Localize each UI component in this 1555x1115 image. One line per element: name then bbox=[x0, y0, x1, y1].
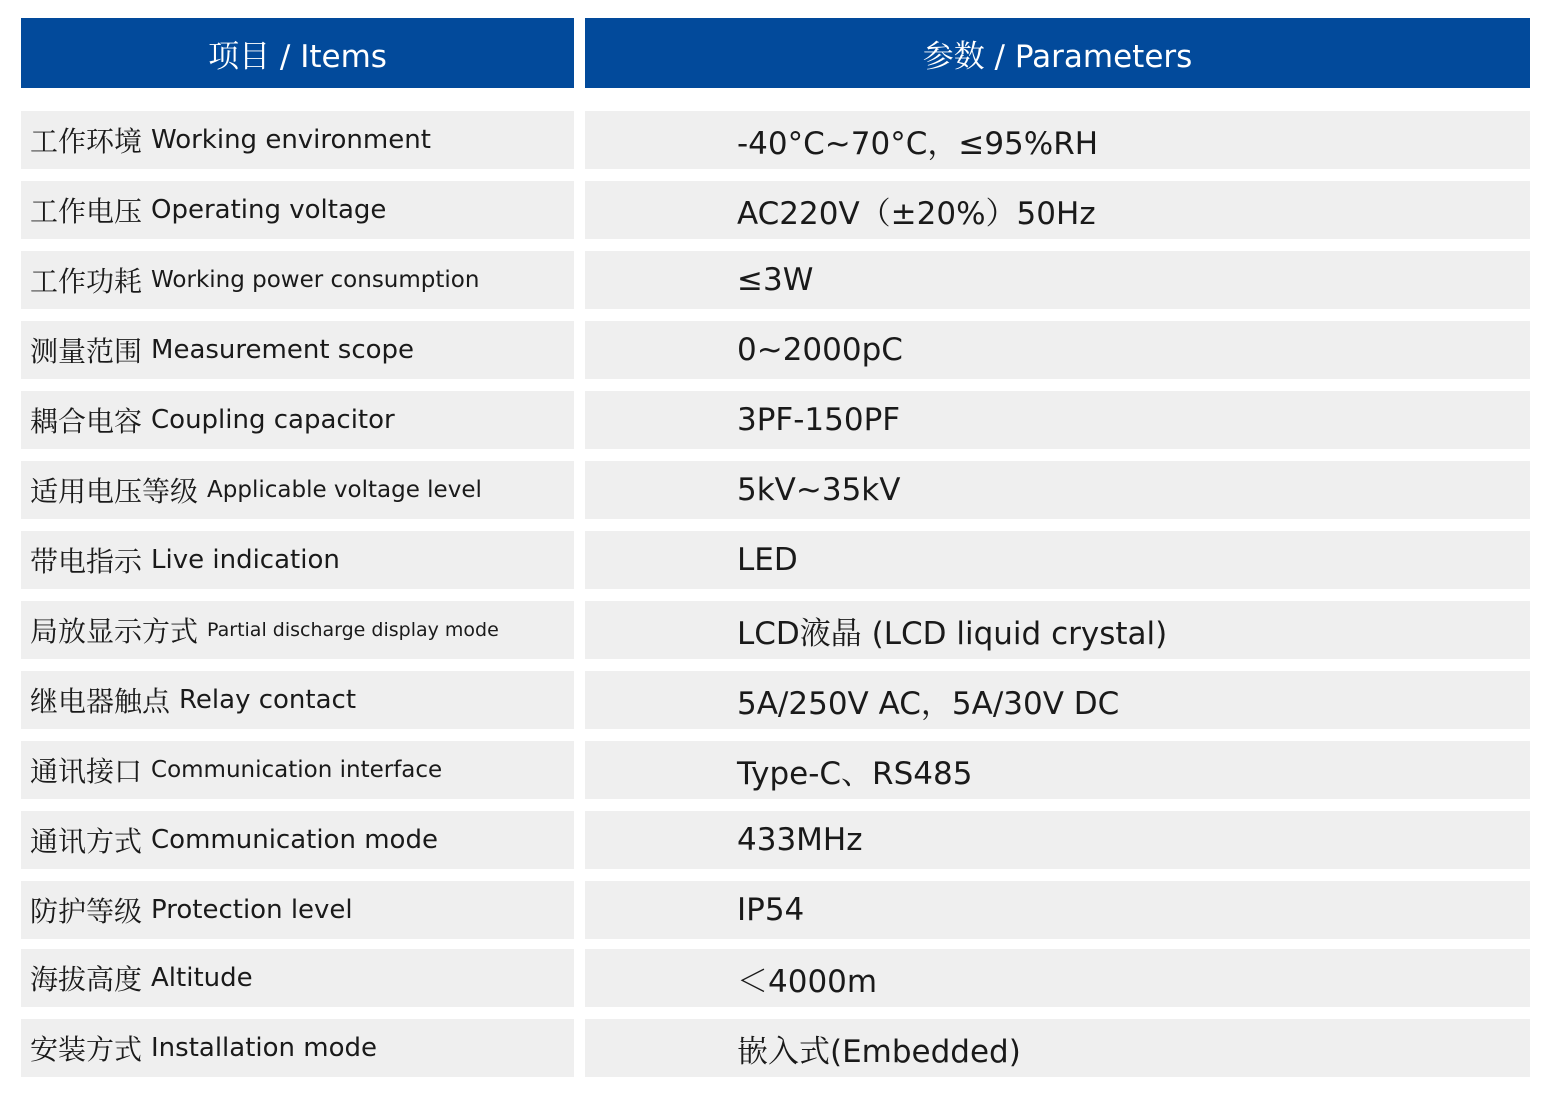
value-cell: -40°C~70°C，≤95%RH bbox=[585, 111, 1530, 169]
value-cell: LCD液晶 (LCD liquid crystal) bbox=[585, 601, 1530, 659]
item-label-en: Communication mode bbox=[151, 825, 438, 855]
value-cell: Type-C、RS485 bbox=[585, 741, 1530, 799]
item-cell bbox=[21, 949, 574, 1007]
table-row bbox=[0, 949, 1555, 1007]
item-label-en: Working environment bbox=[151, 125, 431, 155]
item-label-zh: 耦合电容 bbox=[30, 405, 143, 438]
item-label-zh: 测量范围 bbox=[30, 335, 143, 368]
item-cell bbox=[21, 251, 574, 309]
item-label-zh: 防护等级 bbox=[30, 895, 143, 928]
item-label-zh: 海拔高度 bbox=[30, 963, 143, 996]
table-row bbox=[0, 1019, 1555, 1077]
item-label-en: Applicable voltage level bbox=[207, 477, 482, 503]
value-cell: AC220V（±20%）50Hz bbox=[585, 181, 1530, 239]
item-label-en: Operating voltage bbox=[151, 195, 387, 225]
column-header-items: 项目 / Items bbox=[21, 18, 574, 88]
item-cell bbox=[21, 111, 574, 169]
item-cell bbox=[21, 391, 574, 449]
item-cell bbox=[21, 671, 574, 729]
value-cell: 433MHz bbox=[585, 811, 1530, 869]
item-label-zh: 局放显示方式 bbox=[30, 615, 199, 648]
item-label-en: Measurement scope bbox=[151, 335, 415, 365]
item-cell bbox=[21, 741, 574, 799]
item-cell bbox=[21, 181, 574, 239]
table-row bbox=[0, 601, 1555, 659]
value-cell: ＜4000m bbox=[585, 949, 1530, 1007]
item-label-zh: 适用电压等级 bbox=[30, 475, 199, 508]
table-row bbox=[0, 461, 1555, 519]
item-cell bbox=[21, 601, 574, 659]
item-label-en: Live indication bbox=[151, 545, 340, 575]
item-label-zh: 工作环境 bbox=[30, 125, 143, 158]
table-row bbox=[0, 251, 1555, 309]
item-label-en: Working power consumption bbox=[151, 267, 480, 293]
column-header-parameters: 参数 / Parameters bbox=[585, 18, 1530, 88]
table-row bbox=[0, 181, 1555, 239]
value-cell: 3PF-150PF bbox=[585, 391, 1530, 449]
value-cell: LED bbox=[585, 531, 1530, 589]
item-label-zh: 安装方式 bbox=[30, 1033, 143, 1066]
value-cell: ≤3W bbox=[585, 251, 1530, 309]
item-cell bbox=[21, 531, 574, 589]
item-cell bbox=[21, 461, 574, 519]
item-cell bbox=[21, 811, 574, 869]
item-label-en: Altitude bbox=[151, 963, 253, 993]
table-row bbox=[0, 671, 1555, 729]
item-label-en: Protection level bbox=[151, 895, 353, 925]
item-cell bbox=[21, 321, 574, 379]
item-label-zh: 工作电压 bbox=[30, 195, 143, 228]
value-cell: 嵌入式(Embedded) bbox=[585, 1019, 1530, 1077]
item-label-en: Communication interface bbox=[151, 757, 443, 783]
item-cell bbox=[21, 1019, 574, 1077]
table-row bbox=[0, 741, 1555, 799]
item-label-en: Relay contact bbox=[179, 685, 357, 715]
table-row bbox=[0, 111, 1555, 169]
item-label-zh: 继电器触点 bbox=[30, 685, 171, 718]
table-row bbox=[0, 531, 1555, 589]
value-cell: 5A/250V AC，5A/30V DC bbox=[585, 671, 1530, 729]
item-label-en: Installation mode bbox=[151, 1033, 378, 1063]
item-label-zh: 通讯接口 bbox=[30, 755, 143, 788]
value-cell: 5kV~35kV bbox=[585, 461, 1530, 519]
table-row bbox=[0, 391, 1555, 449]
table-row bbox=[0, 811, 1555, 869]
item-label-en: Coupling capacitor bbox=[151, 405, 395, 435]
item-label-zh: 带电指示 bbox=[30, 545, 143, 578]
value-cell: 0~2000pC bbox=[585, 321, 1530, 379]
table-row bbox=[0, 321, 1555, 379]
table-row bbox=[0, 881, 1555, 939]
item-label-zh: 通讯方式 bbox=[30, 825, 143, 858]
item-cell bbox=[21, 881, 574, 939]
item-label-en: Partial discharge display mode bbox=[207, 619, 499, 641]
value-cell: IP54 bbox=[585, 881, 1530, 939]
item-label-zh: 工作功耗 bbox=[30, 265, 143, 298]
